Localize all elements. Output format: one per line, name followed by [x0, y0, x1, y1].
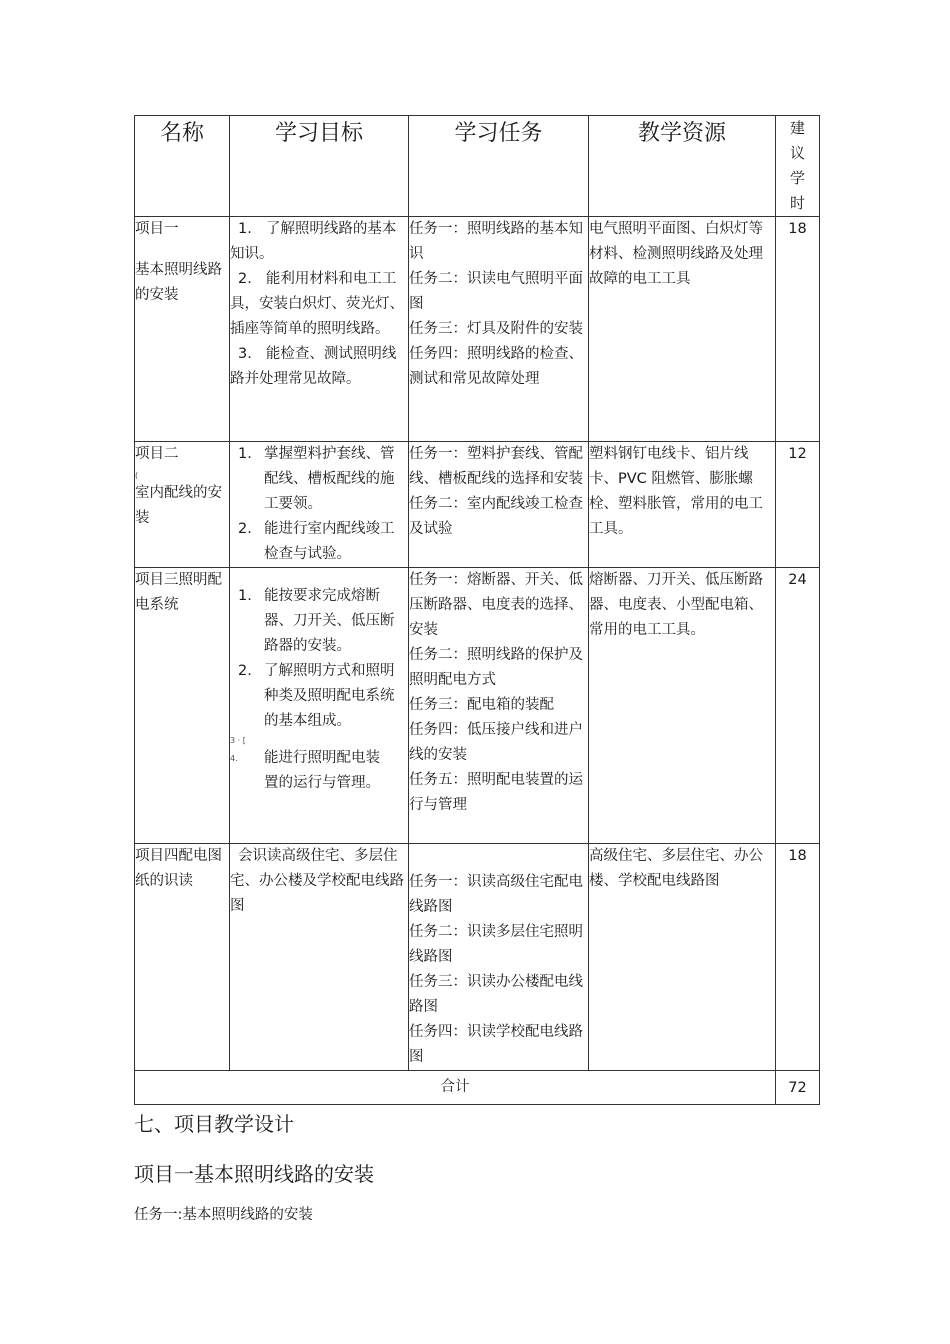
goal-marker: 3 · [: [230, 736, 246, 745]
task-item: 任务二：照明线路的保护及照明配电方式: [409, 647, 583, 688]
section-title: 七、项目教学设计: [134, 1112, 294, 1136]
tasks-cell: [409, 442, 589, 568]
header-hours: 建 议 学 时: [776, 116, 820, 217]
task-item: 任务四：照明线路的检查、测试和常见故障处理: [409, 346, 583, 387]
tasks-cell: [409, 217, 589, 442]
goal-item: 2. 能利用材料和电工工具，安装白炽灯、荧光灯、插座等简单的照明线路。: [230, 271, 404, 337]
task-item: 任务四：低压接户线和进户线的安装: [409, 722, 583, 763]
resources-cell: 电气照明平面图、白炽灯等材料、检测照明线路及处理故障的电工工具: [589, 217, 776, 442]
header-row: [135, 116, 820, 217]
hours-cell: 24: [776, 568, 820, 844]
header-resources: 教学资源: [589, 116, 776, 217]
resources-cell: 熔断器、刀开关、低压断路器、电度表、小型配电箱、常用的电工工具。: [589, 568, 776, 844]
table-row: [135, 844, 820, 1071]
header-name: 名称: [135, 116, 230, 217]
hours-cell: 18: [776, 217, 820, 442]
table-row: [135, 217, 820, 442]
task-item: 任务一：照明线路的基本知识: [409, 221, 583, 262]
task-item: 任务一：熔断器、开关、低压断路器、电度表的选择、安装: [409, 572, 583, 638]
table-row: [135, 442, 820, 568]
hours-cell: 18: [776, 844, 820, 1071]
goal-item: 3. 能检查、测试照明线路并处理常见故障。: [230, 346, 397, 387]
goals-cell: 会识读高级住宅、多层住宅、办公楼及学校配电线路图: [230, 844, 409, 1071]
hours-cell: 12: [776, 442, 820, 568]
task-title: 任务一:基本照明线路的安装: [134, 1207, 313, 1223]
goal-item: 2. 了解照明方式和照明种类及照明配电系统的基本组成。: [238, 663, 395, 729]
total-row: [135, 1071, 820, 1105]
tasks-cell: [409, 844, 589, 1071]
task-item: 任务一：塑料护套线、管配线、槽板配线的选择和安装: [409, 446, 583, 487]
task-item: 任务一：识读高级住宅配电线路图: [409, 874, 583, 915]
goals-cell: [230, 442, 409, 568]
resources-cell: 高级住宅、多层住宅、办公楼、学校配电线路图: [589, 844, 776, 1071]
resources-cell: 塑料钢钉电线卡、铝片线卡、PVC 阻燃管、膨胀螺栓、塑料胀管，常用的电工工具。: [589, 442, 776, 568]
tasks-cell: [409, 568, 589, 844]
total-label: 合计: [135, 1071, 776, 1105]
task-item: 任务五：照明配电装置的运行与管理: [409, 772, 583, 813]
goal-item: 1. 能按要求完成熔断器、刀开关、低压断路器的安装。: [238, 588, 395, 654]
project-name-cell: 项目二 ( 室内配线的安装: [135, 442, 230, 568]
task-item: 任务三：配电箱的装配: [409, 697, 554, 713]
task-item: 任务三：识读办公楼配电线路图: [409, 974, 583, 1015]
goal-item: 4. 能进行照明配电装置的运行与管理。: [230, 750, 380, 791]
goals-cell: [230, 217, 409, 442]
goal-item: 1. 掌握塑料护套线、管配线、槽板配线的施工要领。: [238, 446, 395, 512]
task-item: 任务四：识读学校配电线路图: [409, 1024, 583, 1065]
course-plan-table: [134, 115, 820, 1105]
task-item: 任务二：识读多层住宅照明线路图: [409, 924, 583, 965]
project-title: 项目一基本照明线路的安装: [134, 1162, 374, 1186]
goal-item: 1. 了解照明线路的基本知识。: [230, 221, 397, 262]
task-item: 任务三：灯具及附件的安装: [409, 321, 583, 337]
table-row: [135, 568, 820, 844]
header-goals: 学习目标: [230, 116, 409, 217]
goals-cell: [230, 568, 409, 844]
task-item: 任务二：识读电气照明平面图: [409, 271, 583, 312]
goal-item: 2. 能进行室内配线竣工检查与试验。: [238, 521, 395, 562]
project-name-cell: 项目一 基本照明线路的安装: [135, 217, 230, 442]
task-item: 任务二：室内配线竣工检查及试验: [409, 496, 583, 537]
project-name-cell: 项目四配电图纸的识读: [135, 844, 230, 1071]
total-hours: 72: [776, 1071, 820, 1105]
header-tasks: 学习任务: [409, 116, 589, 217]
project-name-cell: 项目三照明配电系统: [135, 568, 230, 844]
